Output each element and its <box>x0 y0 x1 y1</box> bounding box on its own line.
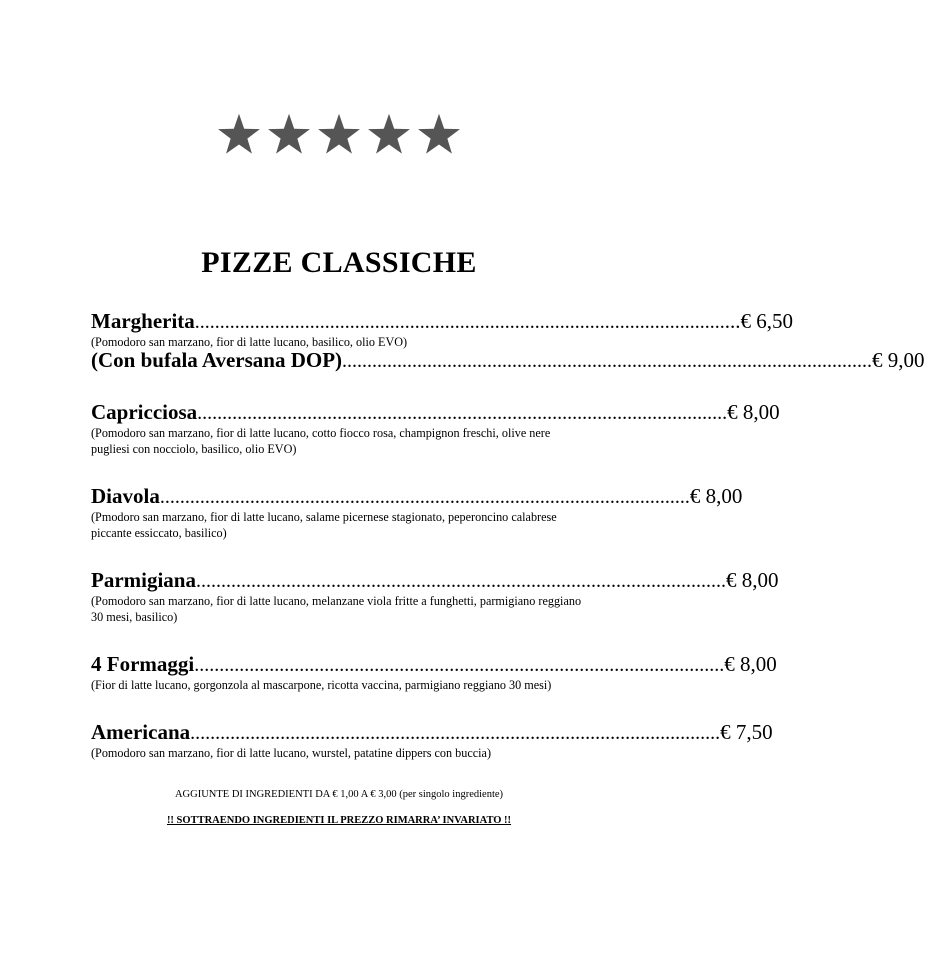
item-price: € 8,00 <box>726 568 779 592</box>
item-price: ...€ 6,50 <box>724 309 794 333</box>
item-name: Americana <box>91 720 191 744</box>
menu-item-diavola <box>91 484 743 541</box>
menu-item-margherita <box>91 309 794 350</box>
item-price: € 8,00 <box>727 400 780 424</box>
rating-stars <box>0 112 678 156</box>
item-name: 4 Formaggi <box>91 652 195 676</box>
item-price: € 9,00 <box>872 348 925 372</box>
item-price: € 8,00 <box>724 652 777 676</box>
star-icon <box>217 112 261 156</box>
star-icon <box>267 112 311 156</box>
item-name: Diavola <box>91 484 160 508</box>
item-name: Margherita <box>91 309 195 333</box>
star-icon <box>317 112 361 156</box>
menu-item-capricciosa <box>91 400 780 457</box>
menu-item-4-formaggi <box>91 652 777 693</box>
dot-leader: .......................................................................................................... <box>196 570 726 592</box>
dot-leader: .......................................................................................................... <box>194 654 725 676</box>
item-description: (Pomodoro san marzano, fior di latte lucano, melanzane viola fritte a funghetti, parmigiano reggiano 30 mesi, basilico) <box>91 594 582 624</box>
dot-leader: .......................................................................................................... <box>190 722 721 744</box>
dot-leader: .......................................................................................................... <box>197 402 728 424</box>
menu-item-bufala <box>91 348 925 373</box>
item-description: (Pomodoro san marzano, fior di latte lucano, cotto fiocco rosa, champignon freschi, olive nere pugliesi con nocciolo, basilico, olio EVO) <box>91 426 551 456</box>
item-price: € 7,50 <box>720 720 773 744</box>
item-description: (Fior di latte lucano, gorgonzola al mascarpone, ricotta vaccina, parmigiano reggiano 30 mesi) <box>91 678 552 692</box>
star-icon <box>417 112 461 156</box>
menu-item-americana <box>91 720 773 761</box>
item-description: (Pmodoro san marzano, fior di latte lucano, salame picernese stagionato, peperoncino calabrese piccante essiccato, basilico) <box>91 510 557 540</box>
item-name: (Con bufala Aversana DOP) <box>91 348 343 372</box>
star-icon <box>367 112 411 156</box>
extras-note: AGGIUNTE DI INGREDIENTI DA € 1,00 A € 3,00 (per singolo ingrediente) <box>174 789 504 800</box>
warning-note: !! SOTTRAENDO INGREDIENTI IL PREZZO RIMARRA’ INVARIATO !! <box>166 815 512 826</box>
item-description: (Pomodoro san marzano, fior di latte lucano, basilico, olio EVO) <box>91 335 408 349</box>
dot-leader: .......................................................................................................... <box>342 350 873 372</box>
item-name: Parmigiana <box>91 568 196 592</box>
menu-item-parmigiana <box>91 568 779 625</box>
item-name: Capricciosa <box>91 400 198 424</box>
item-price: € 8,00 <box>689 484 743 508</box>
dot-leader: .......................................................................................................... <box>194 311 725 333</box>
menu-title: PIZZE CLASSICHE <box>201 246 477 279</box>
item-description: (Pomodoro san marzano, fior di latte lucano, wurstel, patatine dippers con buccia) <box>91 746 492 760</box>
dot-leader: .......................................................................................................... <box>159 486 690 508</box>
